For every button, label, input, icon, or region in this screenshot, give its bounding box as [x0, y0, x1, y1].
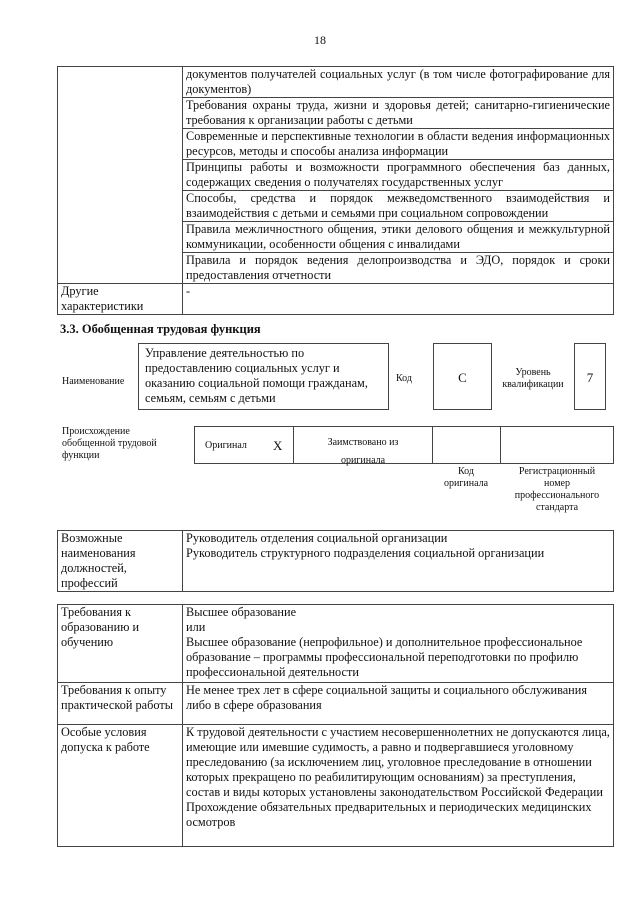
- row-line: или: [186, 620, 206, 634]
- row-value: Требования охраны труда, жизни и здоровья детей; санитарно-гигиенические требования к организации работы с детьми: [183, 98, 614, 129]
- original-code-caption: Код оригинала: [443, 466, 489, 489]
- row-value: Правила и порядок ведения делопроизводства и ЭДО, порядок и сроки предоставления отчетности: [183, 253, 614, 284]
- page-number: 18: [314, 33, 326, 47]
- row-value: Правила межличностного общения, этики делового общения и межкультурной коммуникации, особенности общения с инвалидами: [183, 222, 614, 253]
- code-label: Код: [396, 373, 412, 384]
- positions-table: [57, 530, 614, 592]
- table-row: [58, 725, 614, 847]
- row-value: Способы, средства и порядок межведомственного взаимодействия и взаимодействия с детьми и семьями при социальном сопровождении: [183, 191, 614, 222]
- table-row: [58, 531, 614, 592]
- requirements-table: [57, 604, 614, 847]
- borrowed-label: Заимствовано из оригинала: [327, 437, 399, 466]
- row-label: [58, 67, 183, 284]
- level-label: Уровень квалификации: [502, 367, 564, 390]
- table-row: [58, 67, 614, 98]
- name-value: Управление деятельностью по предоставлению социальных услуг и оказанию социальной помощи гражданам, семьям, семьям с детьми: [138, 343, 389, 410]
- name-label: Наименование: [62, 376, 125, 387]
- table-row: [58, 284, 614, 315]
- row-value: Принципы работы и возможности программного обеспечения баз данных, содержащих сведения о получателях государственных услуг: [183, 160, 614, 191]
- original-label: Оригинал: [205, 440, 247, 451]
- level-value: 7: [574, 343, 606, 410]
- row-value: документов получателей социальных услуг (в том числе фотографирование для документов): [183, 67, 614, 98]
- row-label: Другие характеристики: [58, 284, 183, 315]
- row-label: Требования к образованию и обучению: [58, 605, 183, 683]
- original-box: [194, 426, 294, 464]
- row-line: К трудовой деятельности с участием несовершеннолетних не допускаются лица, имеющие или имевшие судимость, а равно и подвергавшиеся уголовному преследованию (за исключением лиц, уголовное преследование в отношении которых прекращено по реабилитирующим основаниям) за преступления, состав и виды которых установлены законодательством Российской Федерации: [186, 725, 610, 799]
- position-item: Руководитель структурного подразделения социальной организации: [186, 546, 545, 560]
- table-row: [58, 605, 614, 683]
- row-label: Особые условия допуска к работе: [58, 725, 183, 847]
- reg-number-caption: Регистрационный номер профессионального стандарта: [514, 466, 600, 513]
- row-value: -: [183, 284, 614, 315]
- row-line: Прохождение обязательных предварительных и периодических медицинских осмотров: [186, 800, 592, 829]
- original-code-box: [432, 426, 501, 464]
- row-label: Возможные наименования должностей, профессий: [58, 531, 183, 592]
- origin-label: Происхождение обобщенной трудовой функции: [62, 426, 157, 461]
- original-mark: X: [273, 438, 283, 453]
- knowledge-table: [57, 66, 614, 315]
- row-line: Не менее трех лет в сфере социальной защиты и социального обслуживания либо в сфере образования: [186, 683, 587, 712]
- reg-number-box: [500, 426, 614, 464]
- row-line: Высшее образование (непрофильное) и дополнительное профессиональное образование – программы профессиональной переподготовки по профилю профессиональной деятельности: [186, 635, 583, 679]
- borrowed-box: [293, 426, 433, 464]
- row-value: Современные и перспективные технологии в области ведения информационных ресурсов, методы и способы анализа информации: [183, 129, 614, 160]
- code-value: C: [433, 343, 492, 410]
- row-line: Высшее образование: [186, 605, 297, 619]
- row-label: Требования к опыту практической работы: [58, 683, 183, 725]
- position-item: Руководитель отделения социальной организации: [186, 531, 448, 545]
- table-row: [58, 683, 614, 725]
- section-heading: 3.3. Обобщенная трудовая функция: [60, 322, 261, 336]
